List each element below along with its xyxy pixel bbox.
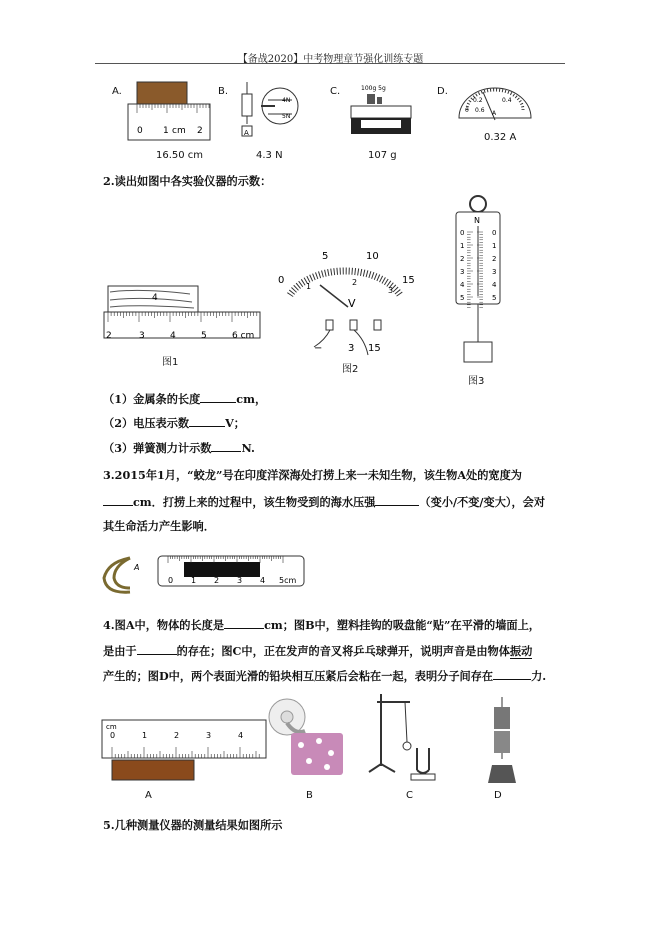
terminal <box>326 320 333 330</box>
option-a-ruler <box>125 78 215 148</box>
q2-figure-2-voltmeter <box>270 245 415 360</box>
tick-label: 2 <box>197 126 203 136</box>
lead-block-bottom <box>494 731 510 753</box>
tick-label: 2 <box>214 576 220 585</box>
item-text: （3）弹簧测力计示数 <box>103 441 212 455</box>
hanging-weight <box>464 342 492 362</box>
answer-blank[interactable] <box>189 415 225 427</box>
spring-num: 3 <box>492 268 497 276</box>
b-scale-label: 5N <box>282 113 291 120</box>
option-b-letter: B. <box>218 86 229 97</box>
page-header: 【备战2020】中考物理章节强化训练专题 <box>237 54 424 65</box>
q4-figure-b-suction-hook <box>265 695 350 780</box>
tick-label: 5 <box>201 331 207 341</box>
meter-top-label: 0 <box>278 275 285 286</box>
spring-num: 0 <box>460 229 465 237</box>
option-c-value: 107 g <box>368 150 397 161</box>
wire <box>354 330 368 355</box>
towel-dot <box>298 742 304 748</box>
q4-line-2 <box>103 643 532 659</box>
q3-line-3: 其生命活力产生影响． <box>103 519 215 533</box>
fig2-caption: 图2 <box>342 364 359 375</box>
b-scale-label: 4N <box>282 97 291 104</box>
q2-figure-1-ruler <box>100 280 265 370</box>
d-scale-label: 0.6 <box>475 107 485 114</box>
ruler-num: 0 <box>110 731 116 740</box>
item-text: （1）金属条的长度 <box>103 392 201 406</box>
item-unit: cm， <box>236 392 267 406</box>
d-scale-label: 0.4 <box>502 97 512 104</box>
answer-blank[interactable] <box>200 391 236 403</box>
tick-label: 5cm <box>279 576 297 585</box>
terminal-label: 15 <box>368 343 381 354</box>
meter-bottom-label: 2 <box>352 278 358 287</box>
d-scale-label: 0 <box>465 107 469 114</box>
spring-num: 4 <box>460 281 465 289</box>
option-b-spring-scale <box>235 80 305 144</box>
q2-figure-3-spring-scale <box>450 192 510 372</box>
hanging-weight <box>488 765 516 783</box>
balance-scale <box>361 120 401 128</box>
fig-a-label: A <box>145 790 152 801</box>
tick-label: 1 <box>191 576 197 585</box>
tick-label: 3 <box>237 576 243 585</box>
weight <box>367 94 375 104</box>
spring-num: 2 <box>492 255 497 263</box>
spring-num: 0 <box>492 229 497 237</box>
fig-c-label: C <box>406 790 413 801</box>
tuning-fork <box>417 748 429 773</box>
ruler-num: 2 <box>174 731 180 740</box>
option-b-value: 4.3 N <box>256 150 283 161</box>
option-a-letter: A. <box>112 86 122 97</box>
ruler-band <box>184 562 260 577</box>
tick-label: 4 <box>260 576 266 585</box>
ruler-unit: cm <box>106 723 117 731</box>
weight <box>377 97 382 104</box>
ruler-num: 4 <box>238 731 244 740</box>
fork-base <box>411 774 435 780</box>
stand-base <box>369 764 395 772</box>
towel-dot <box>324 764 330 770</box>
fig1-caption: 图1 <box>162 357 179 368</box>
header-rule <box>95 63 565 64</box>
voltmeter-unit: V <box>348 297 356 310</box>
meter-bottom-label: 3 <box>388 286 394 295</box>
weights-label: 100g 5g <box>361 85 386 92</box>
terminal <box>350 320 357 330</box>
balance-beam <box>351 106 411 118</box>
option-d-ammeter <box>455 80 535 130</box>
q4-line-3 <box>103 668 546 684</box>
answer-blank[interactable] <box>224 617 264 629</box>
tick-label: 6 cm <box>232 331 255 341</box>
item-unit: V； <box>225 416 245 430</box>
q3-text: cm．打捞上来的过程中，该生物受到的海水压强 <box>133 495 376 509</box>
spring-num: 1 <box>460 242 465 250</box>
answer-blank[interactable] <box>103 494 133 506</box>
spring-unit: N <box>474 216 480 225</box>
q3-figure-creature-ruler <box>100 548 310 600</box>
creature <box>104 558 130 592</box>
option-c-balance <box>347 78 417 148</box>
q4-text: cm；图B中，塑料挂钩的吸盘能“贴”在平滑的墙面上， <box>264 618 540 632</box>
q2-title: 2.读出如图中各实验仪器的示数： <box>103 174 272 188</box>
option-d-value: 0.32 A <box>484 132 517 143</box>
q4-text: 是由于 <box>103 644 137 658</box>
tick-label: 0 <box>137 126 143 136</box>
q2-item-3 <box>103 440 255 456</box>
tick-label: cm <box>172 126 186 136</box>
meter-top-label: 5 <box>322 251 329 262</box>
q4-figure-d-lead-blocks <box>480 695 525 785</box>
q2-item-2 <box>103 415 245 431</box>
cup-center <box>281 711 293 723</box>
tick-label: 0 <box>168 576 174 585</box>
thread <box>405 702 407 742</box>
option-c-letter: C. <box>330 86 341 97</box>
answer-blank[interactable] <box>211 440 241 452</box>
scale-body <box>242 94 252 116</box>
voltmeter-needle <box>320 285 348 307</box>
terminal-label: − <box>314 343 323 354</box>
d-scale-label: A <box>492 110 497 117</box>
spring-num: 1 <box>492 242 497 250</box>
option-a-value: 16.50 cm <box>156 150 204 161</box>
fig-b-label: B <box>306 790 313 801</box>
q3-text: （变小/不变/变大），会对 <box>419 495 546 509</box>
tick-label: 4 <box>170 331 176 341</box>
answer-blank[interactable] <box>493 668 531 680</box>
point-a-label: A <box>134 563 140 572</box>
d-scale-label: 0.2 <box>473 97 483 104</box>
spring-num: 5 <box>492 294 497 302</box>
wood-block <box>137 82 187 104</box>
spring-num: 4 <box>492 281 497 289</box>
fig3-caption: 图3 <box>468 376 485 387</box>
towel-dot <box>328 750 334 756</box>
tick-label: 3 <box>139 331 145 341</box>
tick-label: 2 <box>106 331 112 341</box>
q5-title: 5.几种测量仪器的测量结果如图所示 <box>103 818 283 832</box>
meter-bottom-label: 1 <box>306 282 312 291</box>
terminal <box>374 320 381 330</box>
ping-pong-ball <box>403 742 411 750</box>
item-unit: N. <box>241 441 255 455</box>
item-text: （2）电压表示数 <box>103 416 190 430</box>
ruler-num: 3 <box>206 731 212 740</box>
q4-filled-answer: 振动 <box>509 644 533 658</box>
ruler-num: 1 <box>142 731 148 740</box>
answer-blank[interactable] <box>137 643 177 655</box>
meter-top-label: 15 <box>402 275 415 286</box>
option-d-letter: D. <box>437 86 448 97</box>
spring-num: 2 <box>460 255 465 263</box>
answer-blank[interactable] <box>375 494 419 506</box>
q4-text: 产生的；图D中，两个表面光滑的铅块相互压紧后会粘在一起，表明分子间存在 <box>103 669 494 683</box>
q3-line-1: 3.2015年1月，“蛟龙”号在印度洋深海处打捞上来一未知生物，该生物A处的宽度为 <box>103 468 522 482</box>
terminal-label: 3 <box>348 343 355 354</box>
q4-text: 的存在；图C中，正在发声的音叉将乒乓球弹开，说明声音是由物体 <box>176 644 510 658</box>
weight-label: A <box>244 129 249 137</box>
wood-block <box>112 760 194 780</box>
q4-text: 4.图A中，物体的长度是 <box>103 618 225 632</box>
meter-top-label: 10 <box>366 251 379 262</box>
q4-line-1 <box>103 617 540 633</box>
q4-figure-a-ruler <box>100 718 270 786</box>
strip-mark: 4 <box>152 293 158 303</box>
fig-d-label: D <box>494 790 502 801</box>
q3-line-2 <box>103 494 545 510</box>
q4-figure-c-tuning-fork <box>365 690 440 785</box>
spring-num: 3 <box>460 268 465 276</box>
q2-item-1 <box>103 391 266 407</box>
tick-label: 1 <box>163 126 169 136</box>
towel-dot <box>306 758 312 764</box>
spring-num: 5 <box>460 294 465 302</box>
towel-dot <box>316 738 322 744</box>
lead-block-top <box>494 707 510 729</box>
scale-ring <box>470 196 486 212</box>
q4-text: 力. <box>531 669 547 683</box>
